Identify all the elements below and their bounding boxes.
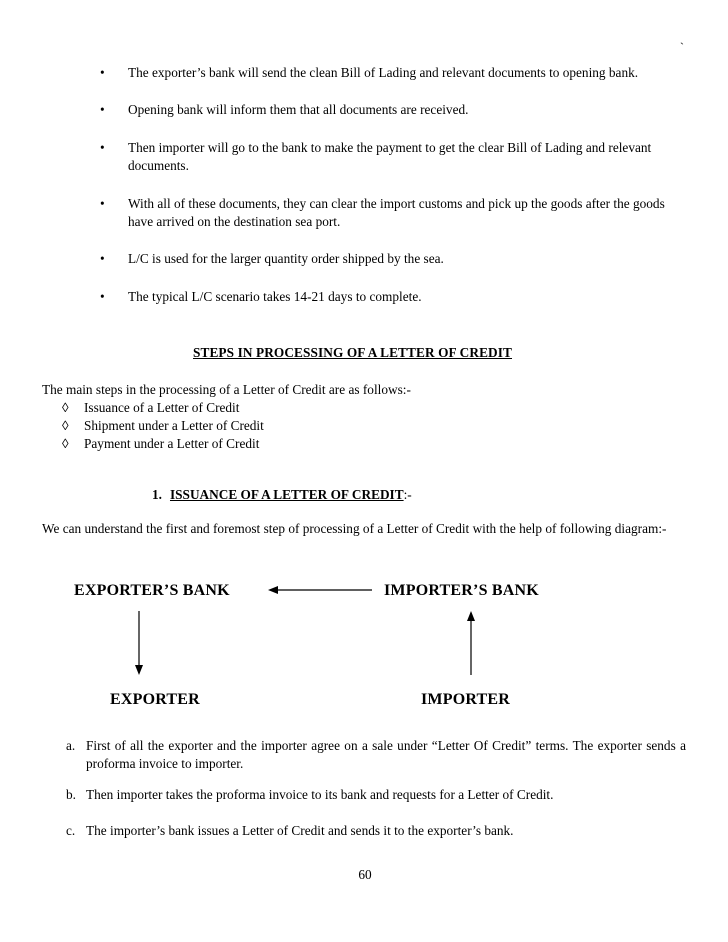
subsection-title: ISSUANCE OF A LETTER OF CREDIT [169, 487, 404, 502]
list-item-text: First of all the exporter and the importer agree on a sale under “Letter Of Credit” terms. The exporter sends a proforma invoice to importer. [86, 738, 686, 771]
diagram-intro-paragraph: We can understand the first and foremost step of processing of a Letter of Credit with the help of following diagram:- [42, 521, 667, 536]
bullet-icon: • [100, 289, 105, 304]
list-item-letter: a. [66, 738, 76, 753]
list-item-letter: b. [66, 787, 76, 802]
bullet-icon: • [100, 196, 105, 211]
list-item-text: With all of these documents, they can clear the import customs and pick up the goods after the goods have arrived on the destination sea port. [128, 196, 665, 229]
list-item-text: Payment under a Letter of Credit [84, 436, 260, 451]
exporter-label: EXPORTER [110, 691, 200, 708]
subsection-suffix: :- [403, 487, 412, 502]
list-item-text: The typical L/C scenario takes 14-21 days to complete. [128, 289, 422, 304]
list-item-text: The exporter’s bank will send the clean Bill of Lading and relevant documents to opening bank. [128, 65, 639, 80]
arrow-up-icon [467, 611, 475, 675]
diamond-icon: ◊ [62, 436, 69, 451]
page-number: 60 [358, 867, 372, 882]
section-title: STEPS IN PROCESSING OF A LETTER OF CREDIT [193, 345, 512, 360]
exporters-bank-label: EXPORTER’S BANK [74, 582, 230, 599]
list-item-text: Shipment under a Letter of Credit [84, 418, 264, 433]
bullet-icon: • [100, 140, 105, 155]
bullet-icon: • [100, 65, 105, 80]
list-item-text: Opening bank will inform them that all documents are received. [128, 102, 469, 117]
list-item-text: The importer’s bank issues a Letter of Credit and sends it to the exporter’s bank. [86, 823, 514, 838]
list-item-text: Then importer takes the proforma invoice to its bank and requests for a Letter of Credit. [86, 787, 554, 802]
diamond-icon: ◊ [62, 418, 69, 433]
importers-bank-label: IMPORTER’S BANK [384, 582, 539, 599]
list-item-letter: c. [66, 823, 76, 838]
list-item-text: Issuance of a Letter of Credit [84, 400, 240, 415]
corner-mark: ` [680, 40, 684, 54]
bullet-icon: • [100, 251, 105, 266]
intro-paragraph: The main steps in the processing of a Letter of Credit are as follows:- [42, 382, 411, 397]
bullet-icon: • [100, 102, 105, 117]
list-item-text: L/C is used for the larger quantity order shipped by the sea. [128, 251, 444, 266]
subsection-number: 1. [152, 487, 162, 502]
diamond-icon: ◊ [62, 400, 69, 415]
arrow-left-icon [268, 586, 372, 594]
importer-label: IMPORTER [421, 691, 511, 708]
arrow-down-icon [135, 611, 143, 675]
list-item-text: Then importer will go to the bank to make the payment to get the clear Bill of Lading and relevant documents. [128, 140, 652, 173]
